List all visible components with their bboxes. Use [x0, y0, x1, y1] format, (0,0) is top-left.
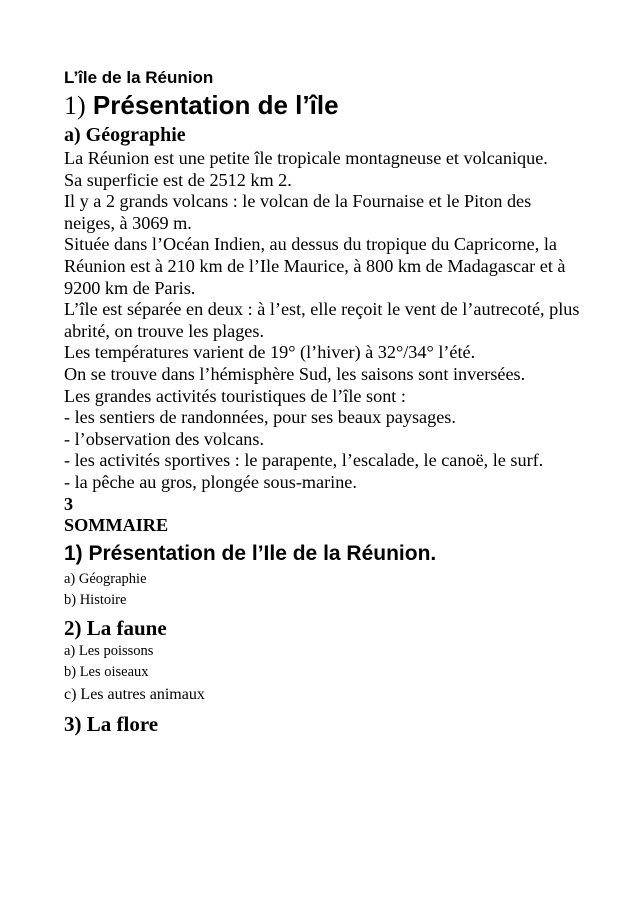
- list-item: - l’observation des volcans.: [64, 428, 265, 449]
- paragraph: La Réunion est une petite île tropicale montagneuse et volcanique.: [64, 148, 548, 168]
- list-item: - les activités sportives : le parapente, l’escalade, le canoë, le surf.: [64, 450, 544, 471]
- paragraph: Située dans l’Océan Indien, au dessus du tropique du Capricorne, la Réunion est à 210 km de l’Ile Maurice, à 800 km de Madagascar et à 9200 km de Paris.: [64, 234, 566, 298]
- toc-item-presentation: 1) Présentation de l’Ile de la Réunion.: [64, 541, 437, 565]
- toc-item-faune: 2) La faune: [64, 615, 167, 640]
- toc-item-flore: 3) La flore: [64, 711, 159, 736]
- toc-subitem: a) Géographie: [64, 570, 147, 587]
- section-heading: [64, 90, 584, 121]
- section-title: Présentation de l’île: [92, 90, 339, 120]
- list-item: - les sentiers de randonnées, pour ses beaux paysages.: [64, 407, 456, 428]
- page-number: 3: [64, 493, 74, 514]
- toc-subitem: b) Histoire: [64, 591, 127, 608]
- document-page: [64, 66, 584, 737]
- body-text: [64, 148, 584, 494]
- subsection-heading: a) Géographie: [64, 124, 186, 146]
- sommaire-title: SOMMAIRE: [64, 515, 169, 536]
- paragraph: Les températures varient de 19° (l’hiver) à 32°/34° l’été.: [64, 342, 476, 363]
- paragraph: L’île est séparée en deux : à l’est, elle reçoit le vent de l’autrecoté, plus abrité, on trouve les plages.: [64, 299, 580, 341]
- section-number: 1): [64, 91, 86, 120]
- paragraph: Il y a 2 grands volcans : le volcan de la Fournaise et le Piton des neiges, à 3069 m.: [64, 191, 532, 233]
- toc-subitem: c) Les autres animaux: [64, 685, 205, 703]
- toc-subitem: a) Les poissons: [64, 642, 154, 659]
- paragraph: Sa superficie est de 2512 km 2.: [64, 169, 292, 190]
- toc-subitem: b) Les oiseaux: [64, 663, 149, 680]
- list-item: - la pêche au gros, plongée sous-marine.: [64, 471, 357, 492]
- paragraph: Les grandes activités touristiques de l’île sont :: [64, 385, 406, 406]
- paragraph: On se trouve dans l’hémisphère Sud, les saisons sont inversées.: [64, 363, 526, 384]
- document-title: L’île de la Réunion: [64, 68, 214, 87]
